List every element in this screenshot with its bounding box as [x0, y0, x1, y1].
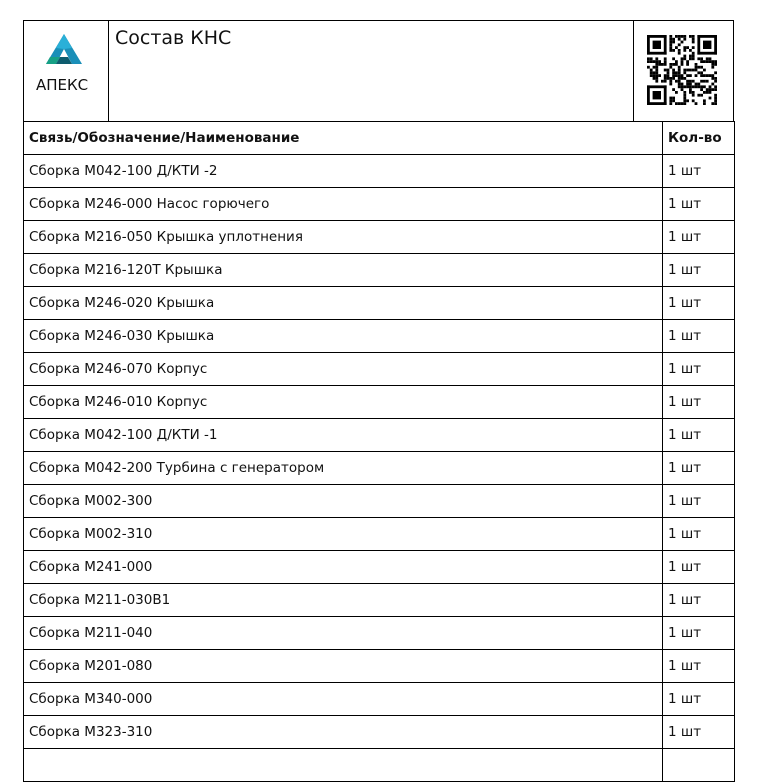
cell-qty: 1 шт	[663, 551, 735, 584]
cell-qty: 1 шт	[663, 419, 735, 452]
table-row	[24, 419, 735, 452]
table-row	[24, 254, 735, 287]
table-row	[24, 287, 735, 320]
composition-table	[23, 121, 735, 782]
table-row	[24, 188, 735, 221]
cell-qty: 1 шт	[663, 287, 735, 320]
cell-name: Сборка М246-030 Крышка	[24, 320, 663, 353]
qr-cell	[634, 21, 733, 121]
cell-qty: 1 шт	[663, 485, 735, 518]
table-row	[24, 155, 735, 188]
column-header-name: Связь/Обозначение/Наименование	[24, 122, 663, 155]
document-header	[23, 20, 734, 122]
table-row	[24, 749, 735, 782]
table-row	[24, 650, 735, 683]
cell-name: Сборка М246-000 Насос горючего	[24, 188, 663, 221]
cell-name: Сборка М241-000	[24, 551, 663, 584]
title-cell	[109, 21, 634, 121]
table-row	[24, 452, 735, 485]
cell-qty: 1 шт	[663, 254, 735, 287]
cell-name: Сборка М216-120Т Крышка	[24, 254, 663, 287]
table-row	[24, 617, 735, 650]
cell-name: Сборка М323-310	[24, 716, 663, 749]
cell-name: Сборка М201-080	[24, 650, 663, 683]
cell-name: Сборка М216-050 Крышка уплотнения	[24, 221, 663, 254]
table-row	[24, 320, 735, 353]
cell-qty: 1 шт	[663, 716, 735, 749]
cell-name: Сборка М246-010 Корпус	[24, 386, 663, 419]
table-row	[24, 716, 735, 749]
column-header-qty: Кол-во	[663, 122, 735, 155]
cell-qty: 1 шт	[663, 650, 735, 683]
cell-qty: 1 шт	[663, 320, 735, 353]
cell-name: Сборка М211-030В1	[24, 584, 663, 617]
cell-name	[24, 749, 663, 782]
logo-cell	[24, 21, 109, 121]
table-row	[24, 683, 735, 716]
table-row	[24, 386, 735, 419]
cell-qty: 1 шт	[663, 155, 735, 188]
table-row	[24, 551, 735, 584]
table-row	[24, 518, 735, 551]
cell-name: Сборка М002-300	[24, 485, 663, 518]
cell-name: Сборка М042-100 Д/КТИ -2	[24, 155, 663, 188]
document	[23, 20, 734, 782]
document-title: Состав КНС	[115, 27, 232, 49]
cell-qty: 1 шт	[663, 584, 735, 617]
cell-name: Сборка М246-070 Корпус	[24, 353, 663, 386]
cell-qty	[663, 749, 735, 782]
table-row	[24, 584, 735, 617]
logo-text: АПЕКС	[36, 76, 89, 94]
cell-qty: 1 шт	[663, 188, 735, 221]
cell-qty: 1 шт	[663, 518, 735, 551]
cell-qty: 1 шт	[663, 353, 735, 386]
cell-qty: 1 шт	[663, 221, 735, 254]
cell-name: Сборка М042-200 Турбина с генератором	[24, 452, 663, 485]
table-row	[24, 485, 735, 518]
cell-name: Сборка М211-040	[24, 617, 663, 650]
cell-qty: 1 шт	[663, 683, 735, 716]
cell-name: Сборка М340-000	[24, 683, 663, 716]
cell-name: Сборка М002-310	[24, 518, 663, 551]
cell-qty: 1 шт	[663, 617, 735, 650]
cell-qty: 1 шт	[663, 386, 735, 419]
table-row	[24, 353, 735, 386]
apex-logo-icon	[46, 34, 82, 64]
cell-name: Сборка М246-020 Крышка	[24, 287, 663, 320]
qr-code-icon	[647, 35, 717, 105]
cell-qty: 1 шт	[663, 452, 735, 485]
table-header-row	[24, 122, 735, 155]
table-row	[24, 221, 735, 254]
cell-name: Сборка М042-100 Д/КТИ -1	[24, 419, 663, 452]
